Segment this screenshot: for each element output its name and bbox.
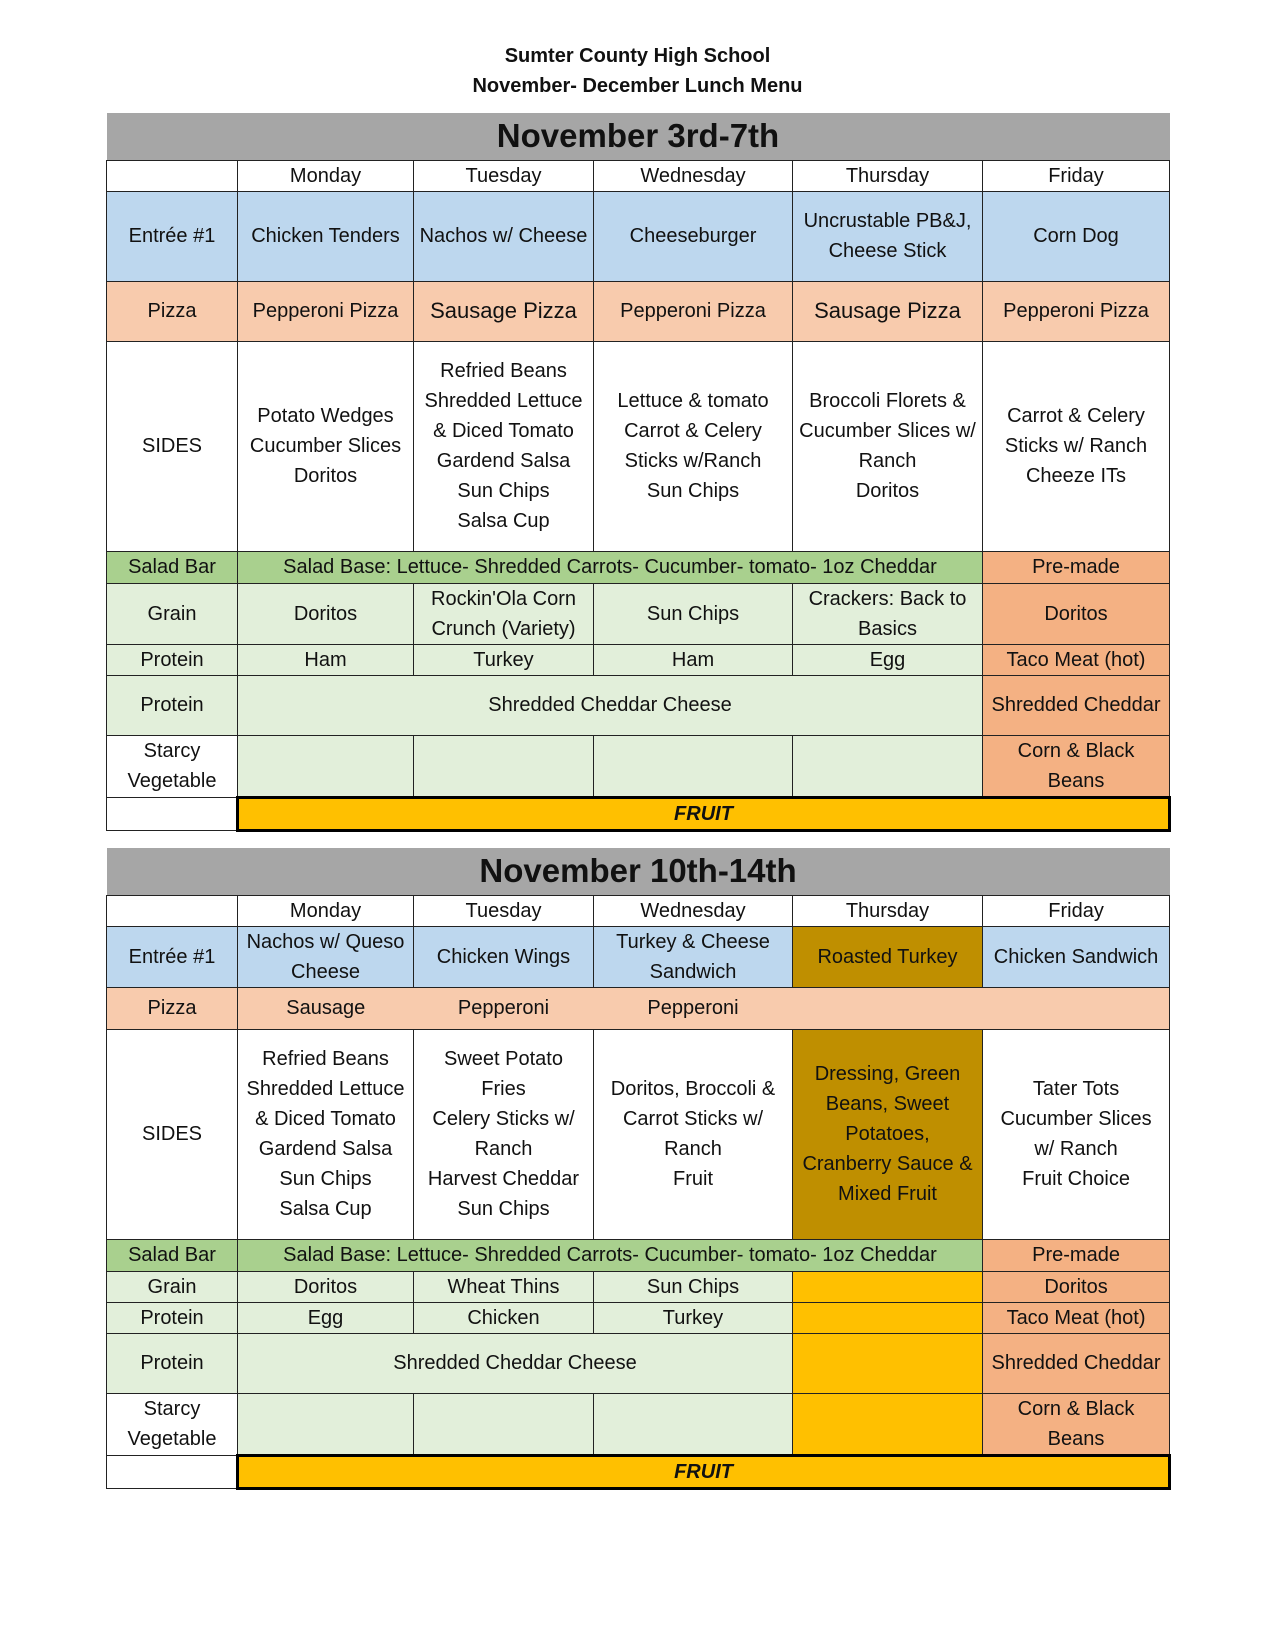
- grain-cell: Rockin'Ola Corn Crunch (Variety): [414, 583, 594, 644]
- grain-cell: Sun Chips: [594, 583, 793, 644]
- sides-cell: Doritos, Broccoli & Carrot Sticks w/ Ranch Fruit: [594, 1029, 793, 1239]
- day-header: Tuesday: [414, 160, 594, 191]
- pizza-cell: Sausage Pizza: [793, 281, 983, 341]
- grain-cell: Doritos: [983, 1271, 1170, 1302]
- protein-cell: Egg: [238, 1302, 414, 1333]
- pizza-cell-empty: [983, 987, 1170, 1029]
- starchy-friday: Corn & Black Beans: [983, 1393, 1170, 1455]
- grain-cell: Wheat Thins: [414, 1271, 594, 1302]
- day-header: Wednesday: [594, 895, 793, 926]
- starchy-cell: [414, 1393, 594, 1455]
- row-label-salad-bar: Salad Bar: [107, 1239, 238, 1271]
- row-label-salad-bar: Salad Bar: [107, 551, 238, 583]
- row-label-entree: Entrée #1: [107, 926, 238, 987]
- protein2-cheese: Shredded Cheddar Cheese: [238, 1333, 793, 1393]
- week2-title: November 10th-14th: [107, 848, 1170, 895]
- pizza-cell: Pepperoni Pizza: [238, 281, 414, 341]
- pizza-cell-empty: [793, 987, 983, 1029]
- sides-cell: Refried Beans Shredded Lettuce & Diced Tomato Gardend Salsa Sun Chips Salsa Cup: [238, 1029, 414, 1239]
- protein-cell: Taco Meat (hot): [983, 1302, 1170, 1333]
- grain-cell: Doritos: [238, 583, 414, 644]
- week2-menu-table: [106, 848, 1171, 1490]
- fruit-label-empty: [107, 797, 238, 830]
- protein-cell: Egg: [793, 644, 983, 675]
- row-label-grain: Grain: [107, 583, 238, 644]
- row-label-protein: Protein: [107, 1302, 238, 1333]
- sides-cell: Broccoli Florets & Cucumber Slices w/ Ranch Doritos: [793, 341, 983, 551]
- sides-cell: Lettuce & tomato Carrot & Celery Sticks w/Ranch Sun Chips: [594, 341, 793, 551]
- row-label-sides: SIDES: [107, 341, 238, 551]
- protein2-empty: [793, 1333, 983, 1393]
- row-label-protein-2: Protein: [107, 1333, 238, 1393]
- fruit-label-empty: [107, 1455, 238, 1488]
- entree-cell: Uncrustable PB&J, Cheese Stick: [793, 191, 983, 281]
- row-label-protein-2: Protein: [107, 675, 238, 735]
- protein2-friday: Shredded Cheddar: [983, 675, 1170, 735]
- salad-base: Salad Base: Lettuce- Shredded Carrots- Cucumber- tomato- 1oz Cheddar: [238, 551, 983, 583]
- starchy-cell: [238, 1393, 414, 1455]
- grain-cell: Crackers: Back to Basics: [793, 583, 983, 644]
- day-header: Thursday: [793, 895, 983, 926]
- protein-cell: Taco Meat (hot): [983, 644, 1170, 675]
- day-header: Thursday: [793, 160, 983, 191]
- week1-menu-table: [106, 113, 1171, 832]
- entree-cell: Turkey & Cheese Sandwich: [594, 926, 793, 987]
- corner-cell: [107, 160, 238, 191]
- menu-title: November- December Lunch Menu: [472, 75, 803, 97]
- row-label-grain: Grain: [107, 1271, 238, 1302]
- salad-friday: Pre-made: [983, 551, 1170, 583]
- pizza-cell: Sausage: [238, 987, 414, 1029]
- protein-cell: Turkey: [594, 1302, 793, 1333]
- grain-cell: Sun Chips: [594, 1271, 793, 1302]
- pizza-cell: Pepperoni: [594, 987, 793, 1029]
- starchy-friday: Corn & Black Beans: [983, 735, 1170, 797]
- pizza-cell: Pepperoni Pizza: [983, 281, 1170, 341]
- entree-cell: Chicken Sandwich: [983, 926, 1170, 987]
- entree-cell: Cheeseburger: [594, 191, 793, 281]
- entree-cell: Chicken Wings: [414, 926, 594, 987]
- sides-cell: Potato Wedges Cucumber Slices Doritos: [238, 341, 414, 551]
- sides-cell: Sweet Potato Fries Celery Sticks w/ Ranch Harvest Cheddar Sun Chips: [414, 1029, 594, 1239]
- day-header: Tuesday: [414, 895, 594, 926]
- starchy-cell: [594, 735, 793, 797]
- pizza-cell: Sausage Pizza: [414, 281, 594, 341]
- fruit-bar: FRUIT: [238, 1455, 1170, 1488]
- day-header: Wednesday: [594, 160, 793, 191]
- entree-cell: Nachos w/ Queso Cheese: [238, 926, 414, 987]
- protein2-friday: Shredded Cheddar: [983, 1333, 1170, 1393]
- protein2-cheese: Shredded Cheddar Cheese: [238, 675, 983, 735]
- grain-cell-empty: [793, 1271, 983, 1302]
- protein-cell: Turkey: [414, 644, 594, 675]
- pizza-cell: Pepperoni Pizza: [594, 281, 793, 341]
- grain-cell: Doritos: [238, 1271, 414, 1302]
- entree-cell: Nachos w/ Cheese: [414, 191, 594, 281]
- protein-cell-empty: [793, 1302, 983, 1333]
- entree-cell: Corn Dog: [983, 191, 1170, 281]
- sides-cell: Dressing, Green Beans, Sweet Potatoes, Cranberry Sauce & Mixed Fruit: [793, 1029, 983, 1239]
- starchy-cell: [793, 735, 983, 797]
- row-label-sides: SIDES: [107, 1029, 238, 1239]
- starchy-cell: [414, 735, 594, 797]
- pizza-cell: Pepperoni: [414, 987, 594, 1029]
- salad-base: Salad Base: Lettuce- Shredded Carrots- Cucumber- tomato- 1oz Cheddar: [238, 1239, 983, 1271]
- protein-cell: Ham: [238, 644, 414, 675]
- entree-cell: Roasted Turkey: [793, 926, 983, 987]
- corner-cell: [107, 895, 238, 926]
- grain-cell: Doritos: [983, 583, 1170, 644]
- sides-cell: Carrot & Celery Sticks w/ Ranch Cheeze ITs: [983, 341, 1170, 551]
- sides-cell: Refried Beans Shredded Lettuce & Diced Tomato Gardend Salsa Sun Chips Salsa Cup: [414, 341, 594, 551]
- starchy-cell: [793, 1393, 983, 1455]
- row-label-protein: Protein: [107, 644, 238, 675]
- day-header: Monday: [238, 895, 414, 926]
- row-label-starchy: Starcy Vegetable: [107, 1393, 238, 1455]
- day-header: Friday: [983, 160, 1170, 191]
- protein-cell: Ham: [594, 644, 793, 675]
- row-label-pizza: Pizza: [107, 987, 238, 1029]
- row-label-starchy: Starcy Vegetable: [107, 735, 238, 797]
- school-name: Sumter County High School: [504, 45, 771, 67]
- entree-cell: Chicken Tenders: [238, 191, 414, 281]
- row-label-pizza: Pizza: [107, 281, 238, 341]
- starchy-cell: [594, 1393, 793, 1455]
- row-label-entree: Entrée #1: [107, 191, 238, 281]
- salad-friday: Pre-made: [983, 1239, 1170, 1271]
- starchy-cell: [238, 735, 414, 797]
- day-header: Monday: [238, 160, 414, 191]
- protein-cell: Chicken: [414, 1302, 594, 1333]
- week1-title: November 3rd-7th: [107, 113, 1170, 160]
- day-header: Friday: [983, 895, 1170, 926]
- sides-cell: Tater Tots Cucumber Slices w/ Ranch Fruit Choice: [983, 1029, 1170, 1239]
- fruit-bar: FRUIT: [238, 797, 1170, 830]
